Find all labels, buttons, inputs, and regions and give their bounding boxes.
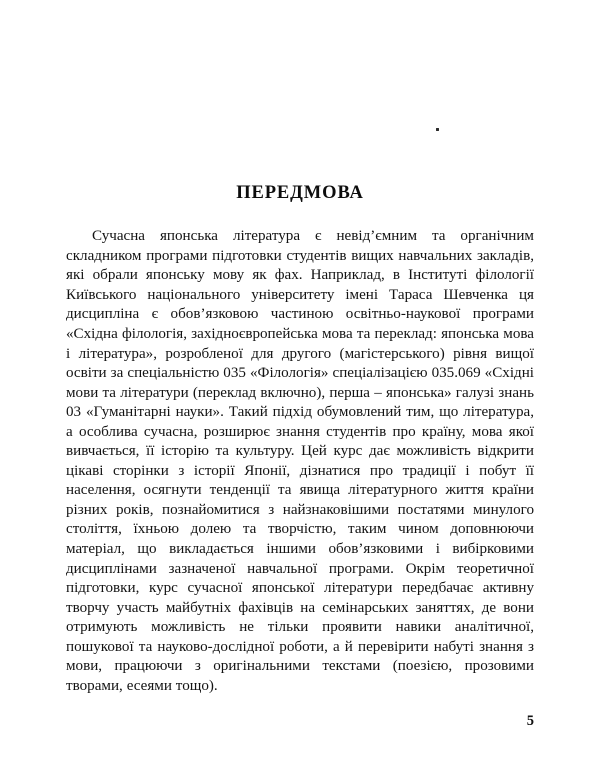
preface-paragraph: Сучасна японська література є невід’ємним та органічним складником програми підготовки студентів вищих навчальних закладів, які обрали японську мову як фах. Наприклад, в Інституті філології Київського національного університету імені Тараса Шевченка ця дисципліна є обов’язковою частиною освітньо-наукової програми «Східна філологія, західноєвропейська мова та переклад: японська мова і література», розробленої для другого (магістерського) рівня вищої освіти за спеціальністю 035 «Філологія» спеціалізацією 035.069 «Східні мови та літератури (переклад включно), перша – японська» галузі знань 03 «Гуманітарні науки». Такий підхід обумовлений тим, що література, а особлива сучасна, розширює знання студентів про країну, мова якої вивчається, її історію та культуру. Цей курс дає можливість відкрити цікаві сторінки з історії Японії, дізнатися про традиції і побут її населення, осягнути тенденції та явища літературного життя країни різних років, познайомитися з найзнаковішими постатями минулого століття, їхньою долею та творчістю, таким чином доповнюючи матеріал, що викладається іншими обов’язковими і вибірковими дисциплінами зазначеної навчальної програми. Окрім теоретичної підготовки, курс сучасної японської літератури передбачає активну творчу участь майбутніх фахівців на семінарських заняттях, де вони отримують можливість не тільки проявити навики аналітичної, пошукової та науково-дослідної роботи, а й перевірити набуті знання з мови, працюючи з оригінальними текстами (поезією, прозовими творами, есеями тощо). <box>66 228 534 694</box>
page-content <box>66 183 534 696</box>
page-title: ПЕРЕДМОВА <box>236 183 364 203</box>
scan-artifact-speck <box>436 128 439 131</box>
page-number: 5 <box>526 713 534 729</box>
